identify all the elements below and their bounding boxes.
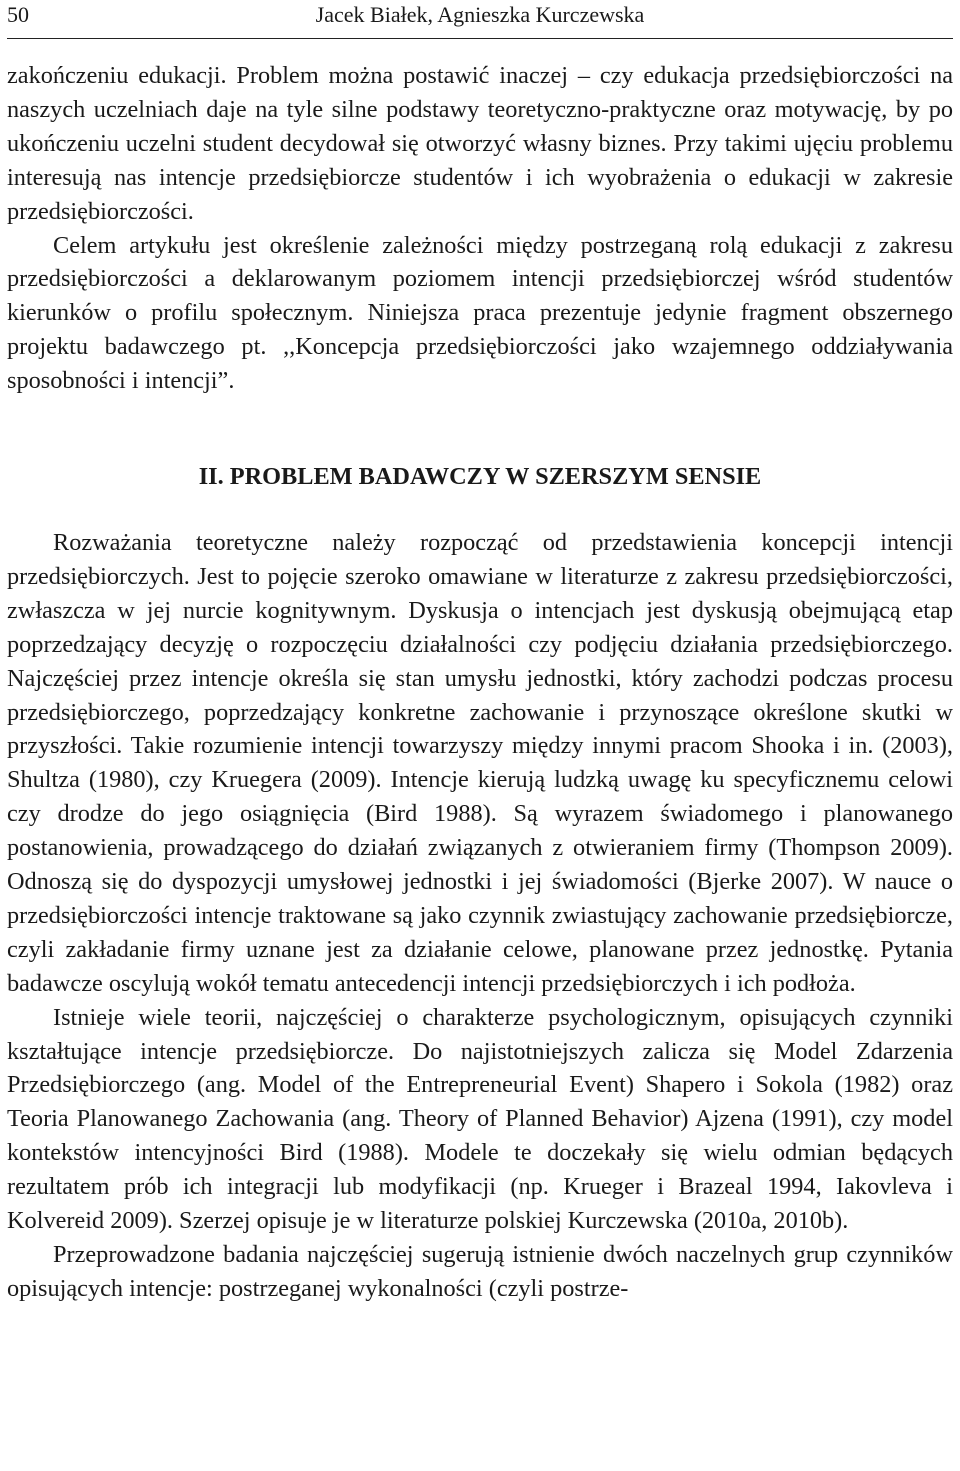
section-heading: II. PROBLEM BADAWCZY W SZERSZYM SENSIE: [198, 463, 762, 491]
header-authors: Jacek Białek, Agnieszka Kurczewska: [315, 2, 645, 27]
section-text: [7, 526, 953, 1306]
page-number: 50: [7, 2, 29, 27]
paragraph: Istnieje wiele teorii, najczęściej o charakterze psychologicznym, opisujących czynniki kształtujące intencje przedsiębiorcze. Do najistotniejszych zalicza się Model Zdarzenia Przedsiębiorczego (ang. Model of the Entrepreneurial Event) Shapero i Sokola (1982) oraz Teoria Planowanego Zachowania (ang. Theory of Planned Behavior) Ajzena (1991), czy model kontekstów intencyjności Bird (1988). Modele te doczekały się wielu odmian będących rezultatem prób ich integracji lub modyfikacji (np. Krueger i Brazeal 1994, Iakovleva i Kolvereid 2009). Szerzej opisuje je w literaturze polskiej Kurczewska (2010a, 2010b).: [7, 1003, 953, 1235]
paragraph: zakończeniu edukacji. Problem można postawić inaczej – czy edukacja przedsiębiorczości na naszych uczelniach daje na tyle silne podstawy teoretyczno-praktyczne oraz motywację, by po ukończeniu uczelni student decydował się otworzyć własny biznes. Przy takimi ujęciu problemu interesują nas intencje przedsiębiorcze studentów i ich wyobrażenia o edukacji w zakresie przedsiębiorczości.: [7, 62, 953, 225]
paragraph: Celem artykułu jest określenie zależności między postrzeganą rolą edukacji z zakresu przedsiębiorczości a deklarowanym poziomem intencji przedsiębiorczej wśród studentów kierunków o profilu społecznym. Niniejsza praca prezentuje jedynie fragment obszernego projektu badawczego pt. ,,Koncepcja przedsiębiorczości jako wzajemnego oddziaływania sposobności i intencji”.: [7, 231, 953, 395]
intro-text: [7, 59, 953, 398]
paragraph: Przeprowadzone badania najczęściej sugerują istnienie dwóch naczelnych grup czynników opisujących intencje: postrzeganej wykonalności (czyli postrze-: [7, 1241, 953, 1302]
document-page: [7, 0, 953, 1306]
running-header: [7, 0, 953, 39]
paragraph: Rozważania teoretyczne należy rozpocząć od przedstawienia koncepcji intencji przedsiębiorczych. Jest to pojęcie szeroko omawiane w literaturze z zakresu przedsiębiorczości, zwłaszcza w jej nurcie kognitywnym. Dyskusja o intencjach jest dyskusją obejmującą etap poprzedzający decyzję o rozpoczęciu działalności czy podjęciu działania przedsiębiorczego. Najczęściej przez intencje określa się stan umysłu jednostki, który zachodzi podczas procesu przedsiębiorczego, poprzedzający konkretne zachowanie i przynoszące określone skutki w przyszłości. Takie rozumienie intencji towarzyszy między innymi pracom Shooka i in. (2003), Shultza (1980), czy Kruegera (2009). Intencje kierują ludzką uwagę ku specyficznemu celowi czy drodze do jego osiągnięcia (Bird 1988). Są wyrazem świadomego i planowanego postanowienia, prowadzącego do działań związanych z otwieraniem firmy (Thompson 2009). Odnoszą się do dyspozycji umysłowej jednostki i jej świadomości (Bjerke 2007). W nauce o przedsiębiorczości intencje traktowane są jako czynnik zwiastujący zachowanie przedsiębiorcze, czyli zakładanie firmy uznane jest za działanie celowe, planowane przez jednostkę. Pytania badawcze oscylują wokół tematu antecedencji intencji przedsiębiorczych i ich podłoża.: [7, 528, 953, 997]
